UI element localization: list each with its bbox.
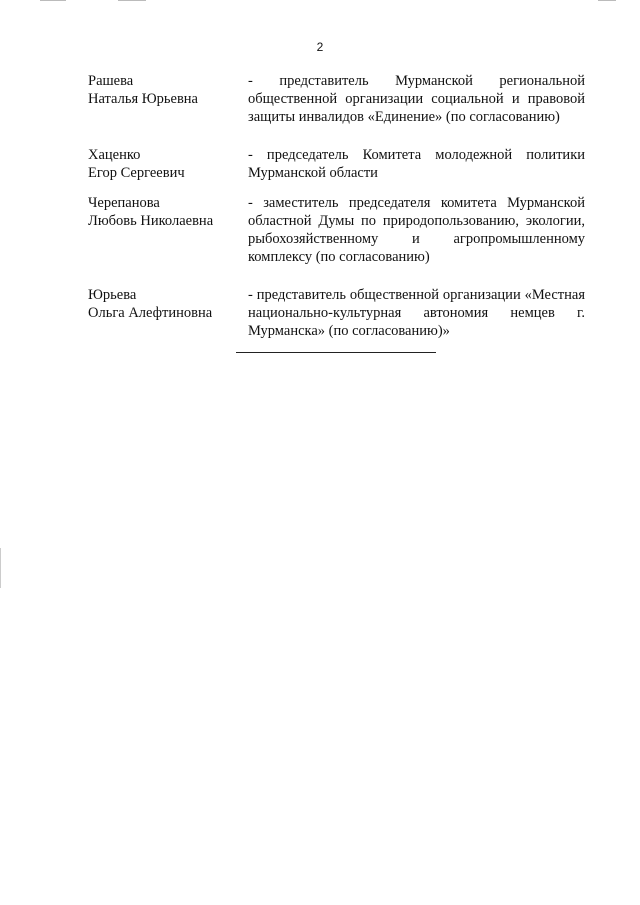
member-role: - представитель общественной организации «Местная национально-культурная автономия немцев г. Мурманска» (по согласованию)» xyxy=(248,287,585,339)
page-number: 2 xyxy=(316,40,324,54)
member-name xyxy=(88,194,248,230)
member-surname: Юрьева xyxy=(88,287,137,303)
scan-artifact xyxy=(40,0,66,1)
member-given-names: Любовь Николаевна xyxy=(88,213,214,229)
member-list xyxy=(88,72,585,340)
member-row xyxy=(88,146,585,182)
member-given-names: Егор Сергеевич xyxy=(88,165,185,181)
member-given-names: Ольга Алефтиновна xyxy=(88,305,213,321)
member-name xyxy=(88,286,248,322)
scan-artifact xyxy=(118,0,146,1)
member-role: - председатель Комитета молодежной политики Мурманской области xyxy=(248,147,585,181)
scan-artifact xyxy=(0,548,1,588)
member-row xyxy=(88,72,585,126)
member-name xyxy=(88,146,248,182)
closing-divider xyxy=(236,352,436,353)
member-surname: Рашева xyxy=(88,73,134,89)
member-role: - заместитель председателя комитета Мурманской областной Думы по природопользованию, экологии, рыбохозяйственному и агропромышленному комплексу (по согласованию) xyxy=(248,195,585,265)
member-row xyxy=(88,194,585,266)
member-given-names: Наталья Юрьевна xyxy=(88,91,198,107)
member-name xyxy=(88,72,248,108)
member-surname: Хаценко xyxy=(88,147,141,163)
scan-artifact xyxy=(598,0,616,1)
member-role: - представитель Мурманской региональной общественной организации социальной и правовой защиты инвалидов «Единение» (по согласованию) xyxy=(248,73,585,125)
member-surname: Черепанова xyxy=(88,195,160,211)
member-row xyxy=(88,286,585,340)
